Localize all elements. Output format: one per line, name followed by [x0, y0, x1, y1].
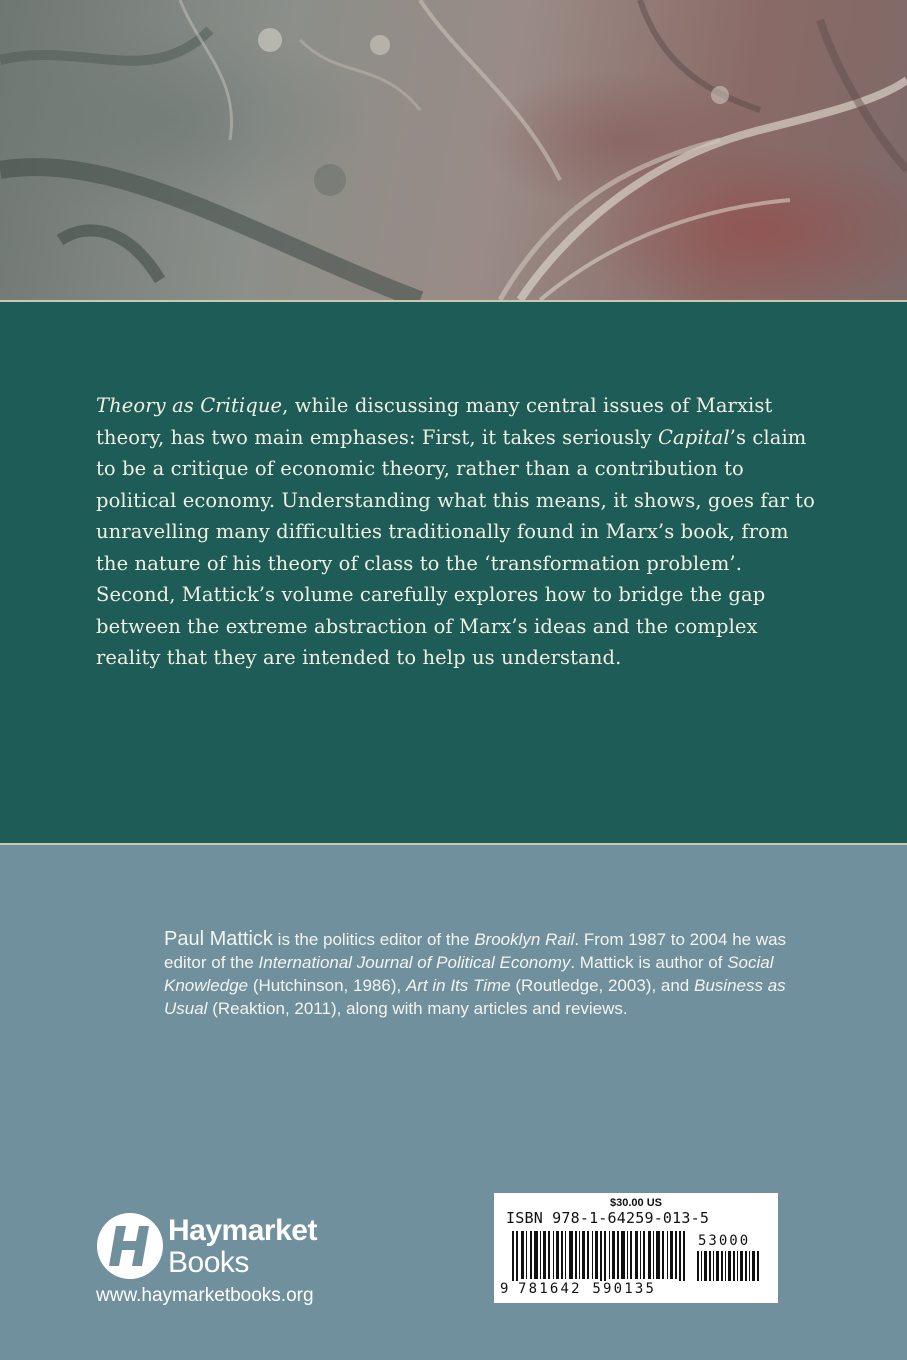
publisher-logo [96, 1212, 366, 1282]
bio-text-3: . Mattick is author of [570, 953, 728, 972]
barcode-addon: 53000 [698, 1233, 751, 1249]
book-description [96, 390, 816, 674]
ean-lead-digit: 9 [500, 1281, 509, 1297]
cover-artwork [0, 0, 907, 300]
bio-text-1: is the politics editor of the [272, 930, 475, 949]
description-text-1: , while discussing many central issues of Marxist theory, has two main emphases: First, it takes seriously [96, 394, 773, 449]
bio-text-2: . From 1987 to 2004 he was editor of the [164, 930, 787, 972]
book-title-italic: Theory as Critique [96, 394, 283, 417]
author-bio [164, 928, 794, 1020]
bio-italic-2: International Journal of Political Economy [258, 953, 571, 972]
abstract-painting-image [0, 0, 907, 300]
description-text-2: ’s claim to be a critique of economic theory, rather than a contribution to political economy. Understanding what this means, it shows, goes far to unravelling many difficulties traditionally found in Marx’s book, from the nature of his theory of class to the ‘transformation problem’. Second, Mattick’s volume carefully explores how to bridge the gap between the extreme abstraction of Marx’s ideas and the complex reality that they are intended to help us understand. [96, 425, 815, 669]
publisher-name: Haymarket [168, 1214, 317, 1247]
bio-text-6: (Reaktion, 2011), along with many articles and reviews. [207, 999, 628, 1018]
bio-text-5: (Routledge, 2003), and [510, 976, 694, 995]
bio-italic-5: Business as Usual [164, 976, 786, 1018]
bio-italic-3: Social Knowledge [164, 953, 774, 995]
bio-italic-4: Art in Its Time [405, 976, 511, 995]
bio-italic-1: Brooklyn Rail [474, 930, 575, 949]
isbn-barcode [494, 1193, 778, 1303]
haymarket-h-logo-icon [96, 1212, 164, 1280]
bio-text-4: (Hutchinson, 1986), [248, 976, 406, 995]
publisher-sub: Books [168, 1246, 249, 1279]
ean-digits: 781642 590135 [518, 1281, 657, 1297]
capital-italic: Capital [658, 425, 730, 449]
publisher-url: www.haymarketbooks.org [96, 1285, 314, 1306]
isbn-label: ISBN 978-1-64259-013-5 [506, 1209, 710, 1227]
price-label: $30.00 US [610, 1197, 662, 1209]
author-name: Paul Mattick [164, 928, 273, 950]
